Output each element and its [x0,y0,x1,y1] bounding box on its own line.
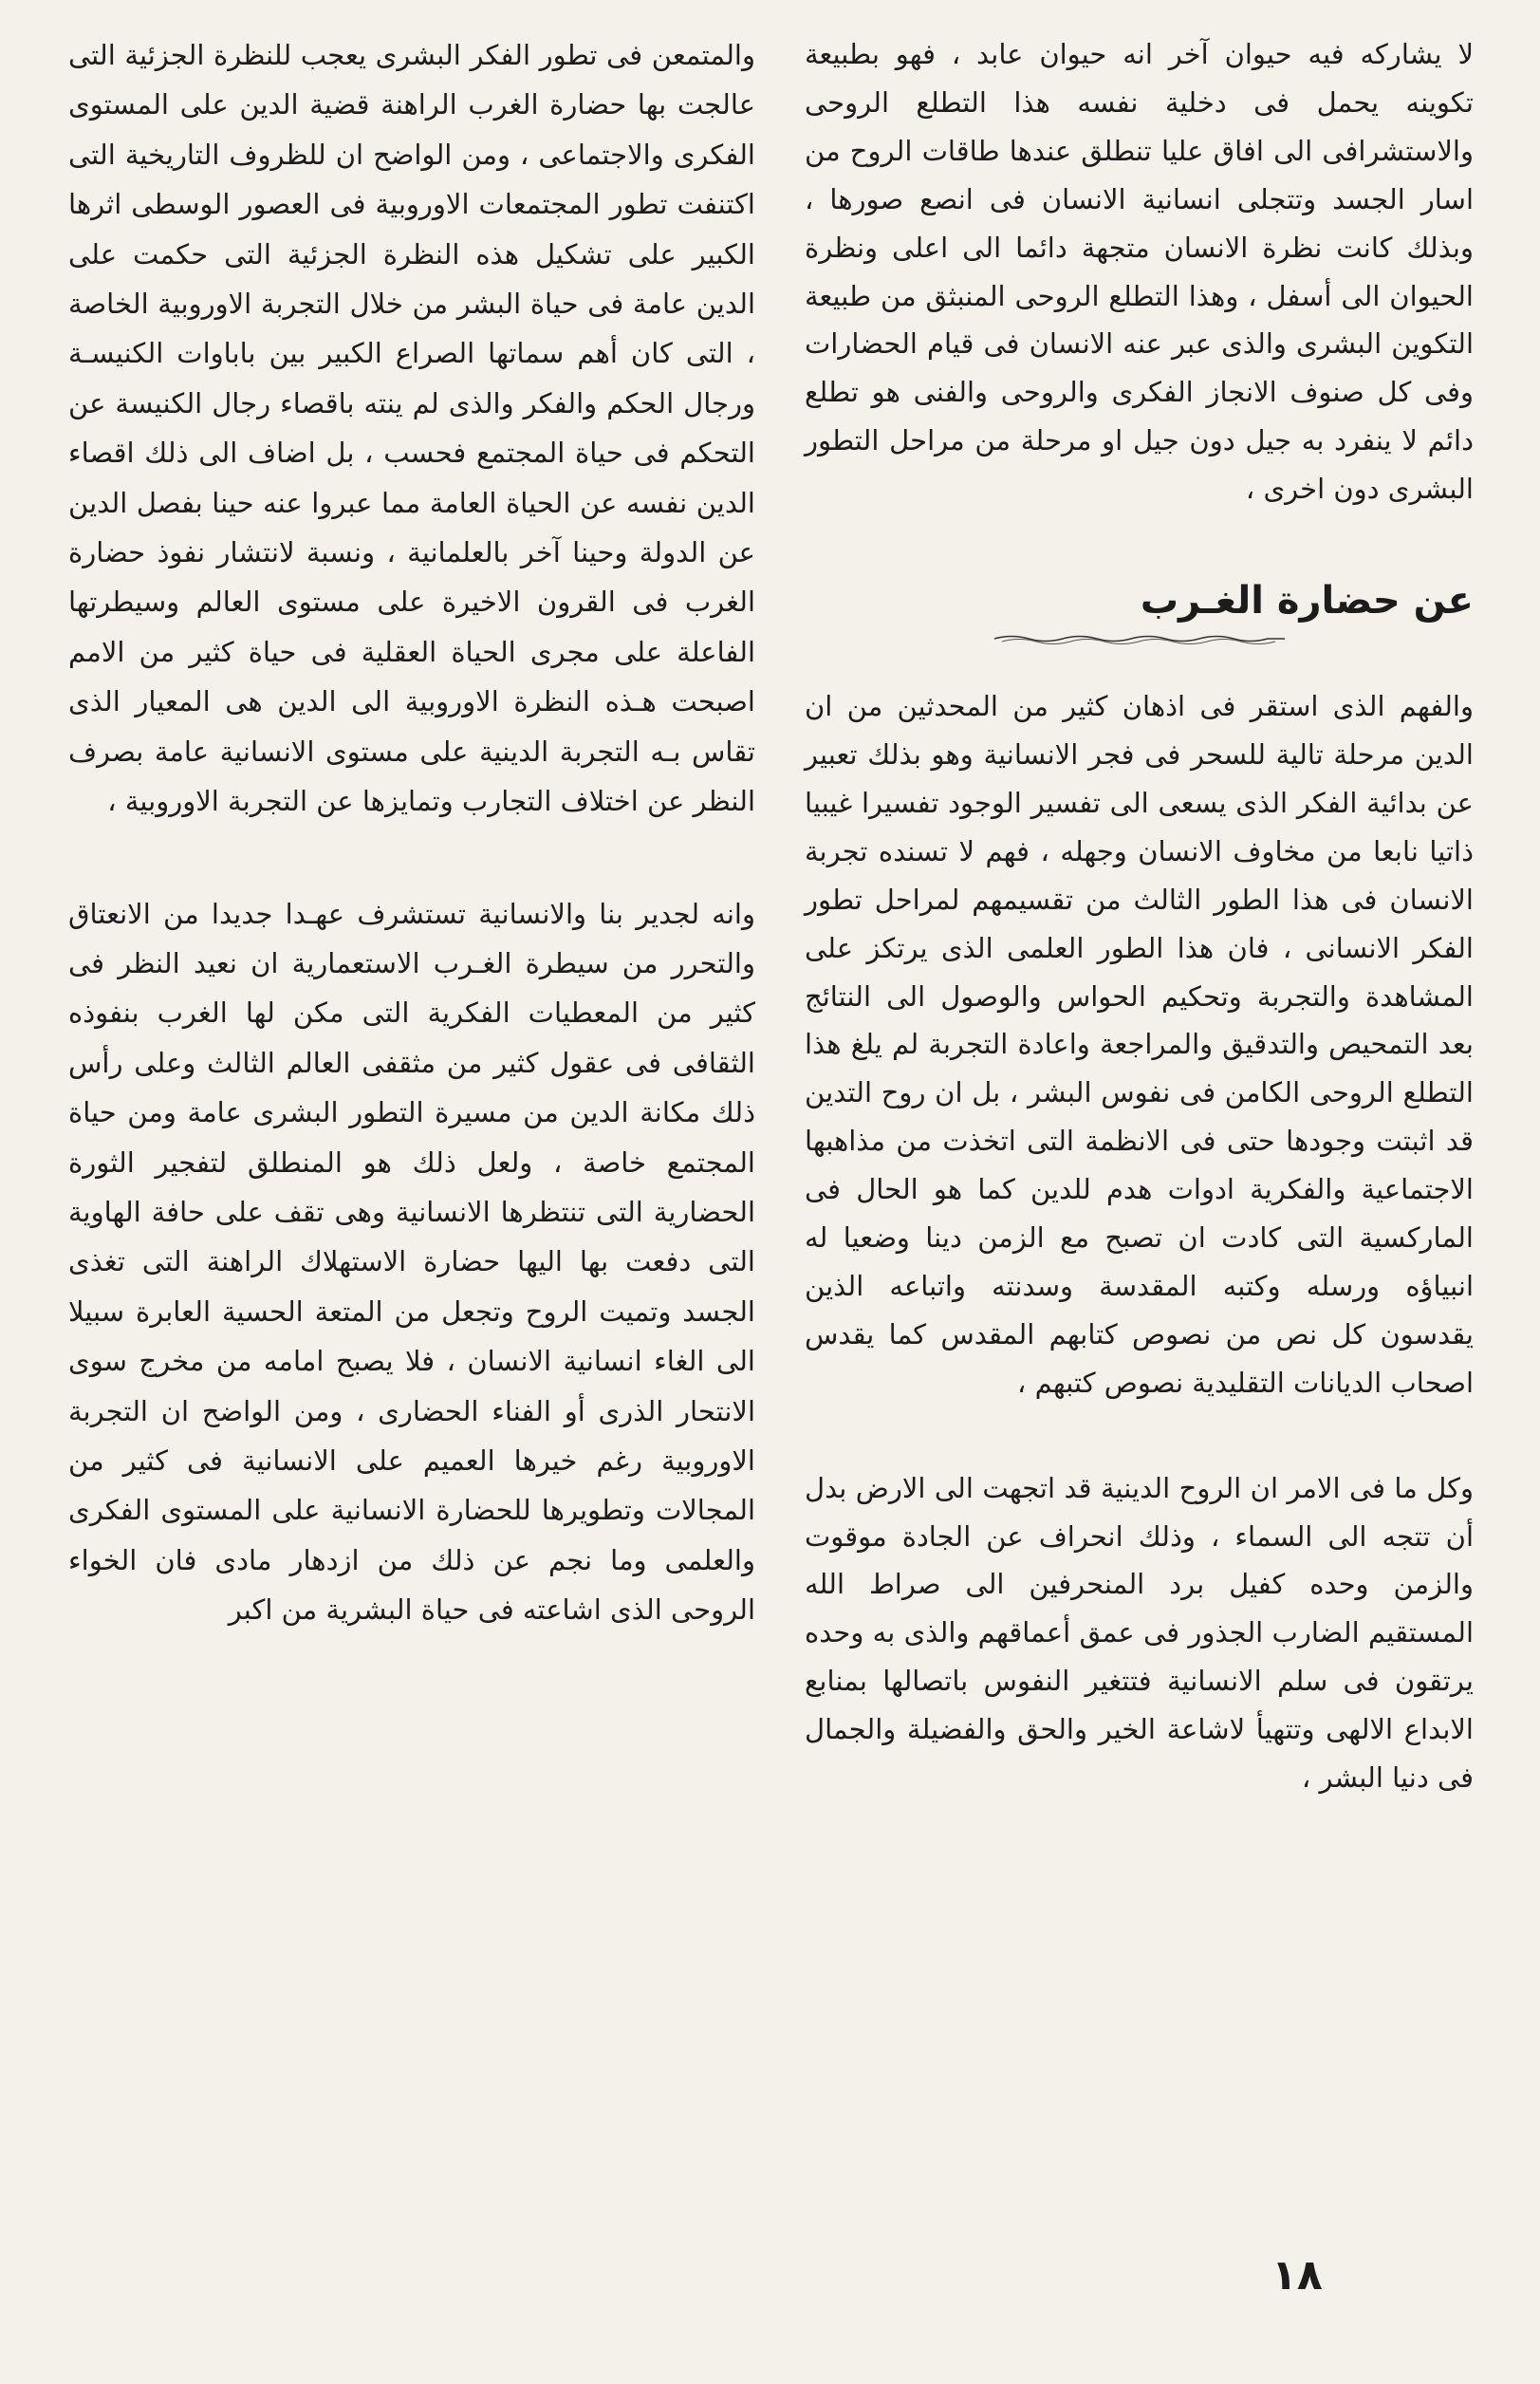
left-paragraph-1: والمتمعن فى تطور الفكر البشرى يعجب للنظرة الجزئية التى عالجت بها حضارة الغرب الراهنة قضية الدين على المستوى الفكرى والاجتماعى ، ومن الواضح ان للظروف التاريخية التى اكتنفت تطور المجتمعات الاوروبية فى العصور الوسطى اثرها الكبير على تشكيل هذه النظرة الجزئية التى حكمت على الدين عامة فى حياة البشر من خلال التجربة الاوروبية الخاصة ، التى كان أهم سماتها الصراع الكبير بين باباوات الكنيسـة ورجال الحكم والفكر والذى لم ينته باقصاء رجال الكنيسة عن التحكم فى حياة المجتمع فحسب ، بل اضاف الى ذلك اقصاء الدين نفسه عن الحياة العامة مما عبروا عنه حينا بفصل الدين عن الدولة وحينا آخر بالعلمانية ، ونسبة لانتشار نفوذ حضارة الغرب فى القرون الاخيرة على مستوى العالم وسيطرتها الفاعلة على مجرى الحياة العقلية فى حياة كثير من الامم اصبحت هـذه النظرة الاوروبية الى الدين هى المعيار الذى تقاس بـه التجربة الدينية على مستوى الانسانية عامة بصرف النظر عن اختلاف التجارب وتمايزها عن التجربة الاوروبية ، [68,39,755,818]
section-heading-block [805,572,1474,644]
right-paragraph-1: لا يشاركه فيه حيوان آخر انه حيوان عابد ، فهو بطبيعة تكوينه يحمل فى دخلية نفسه هذا التطلع الروحى والاستشرافى الى افاق عليا تنطلق عندها طاقات الروح من اسار الجسد وتتجلى انسانية الانسان فى انصع صورها ، وبذلك كانت نظرة الانسان متجهة دائما الى اعلى ونظرة الحيوان الى أسفل ، وهذا التطلع الروحى المنبثق من طبيعة التكوين البشرى والذى عبر عنه الانسان فى قيام الحضارات وفى كل صنوف الانجاز الفكرى والروحى والفنى هو تطلع دائم لا ينفرد به جيل دون جيل او مرحلة من مراحل التطور البشرى دون اخرى ، [805,38,1474,506]
section-heading: عن حضارة الغـرب [1140,579,1474,624]
left-column [68,30,755,1635]
right-column [805,30,1474,1802]
page-number: ١٨ [1271,2251,1323,2300]
right-paragraph-3: وكل ما فى الامر ان الروح الدينية قد اتجهت الى الارض بدل أن تتجه الى السماء ، وذلك انحراف عن الجادة موقوت والزمن وحده كفيل برد المنحرفين الى صراط الله المستقيم الضارب الجذور فى عمق أعماقهم والذى به وحده يرتقون فى سلم الانسانية فتتغير النفوس باتصالها بمنابع الابداع الالهى وتتهيأ لاشاعة الخير والحق والفضيلة والجمال فى دنيا البشر ، [805,1471,1474,1795]
heading-underline-ornament [993,633,1287,644]
left-paragraph-2: وانه لجدير بنا والانسانية تستشرف عهـدا جديدا من الانعتاق والتحرر من سيطرة الغـرب الاستعمارية ان نعيد النظر فى كثير من المعطيات الفكرية التى مكن لها الغرب بنفوذه الثقافى فى عقول كثير من مثقفى العالم الثالث وعلى رأس ذلك مكانة الدين من مسيرة التطور البشرى عامة ومن حياة المجتمع خاصة ، ولعل ذلك هو المنطلق لتفجير الثورة الحضارية التى تنتظرها الانسانية وهى تقف على حافة الهاوية التى دفعت بها اليها حضارة الاستهلاك الراهنة التى تغذى الجسد وتميت الروح وتجعل من المتعة الحسية العابرة سبيلا الى الغاء انسانية الانسان ، فلا يصبح امامه من مخرج سوى الانتحار الذرى أو الفناء الحضارى ، ومن الواضح ان التجربة الاوروبية رغم خيرها العميم على الانسانية فى كثير من المجالات وتطويرها للحضارة الانسانية على المستوى الفكرى والعلمى وما نجم عن ذلك من ازدهار مادى فان الخواء الروحى الذى اشاعته فى حياة البشرية من اكبر [68,897,755,1627]
right-paragraph-2: والفهم الذى استقر فى اذهان كثير من المحدثين من ان الدين مرحلة تالية للسحر فى فجر الانسانية وهو بذلك تعبير عن بدائية الفكر الذى يسعى الى تفسير الوجود تفسيرا غيبيا ذاتيا نابعا من مخاوف الانسان وجهله ، فهم لا تسنده تجربة الانسان فى هذا الطور الثالث من تقسيمهم لمراحل تطور الفكر الانسانى ، فان هذا الطور العلمى الذى يرتكز على المشاهدة والتجربة وتحكيم الحواس والوصول الى النتائج بعد التمحيص والتدقيق والمراجعة واعادة التجربة لم يلغ هذا التطلع الروحى الكامن فى نفوس البشر ، بل ان روح التدين قد اثبتت وجودها حتى فى الانظمة التى اتخذت من مذاهبها الاجتماعية والفكرية ادوات هدم للدين كما هو الحال فى الماركسية التى كادت ان تصبح مع الزمن دينا وضعيا له انبياؤه ورسله وكتبه المقدسة وسدنته واتباعه الذين يقدسون كل نص من نصوص كتابهم المقدس كما يقدس اصحاب الديانات التقليدية نصوص كتبهم ، [805,690,1474,1399]
